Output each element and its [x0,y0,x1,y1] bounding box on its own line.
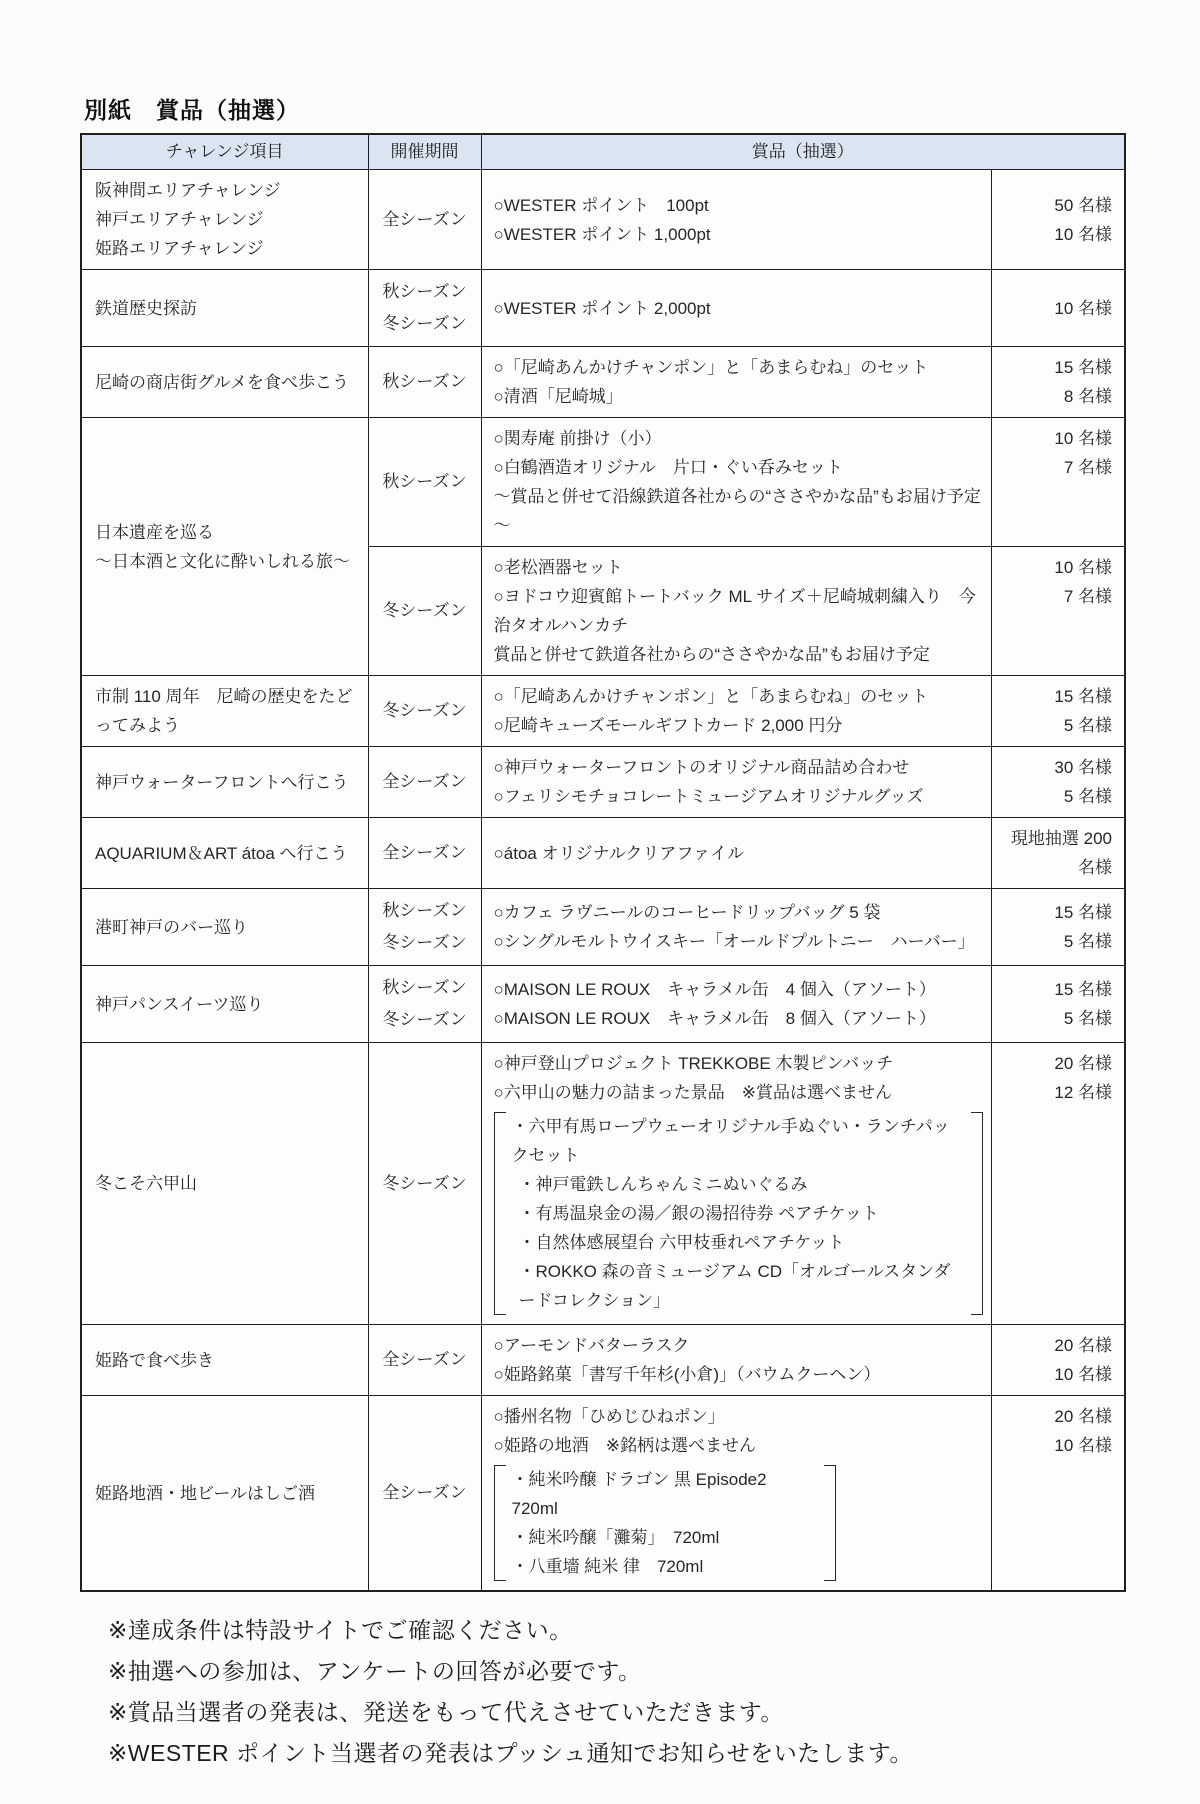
prize-note-line: ～賞品と併せて沿線鉄道各社からの“ささやかな品”もお届け予定～ [493,487,981,535]
sub-prize-item: ・純米吟醸 ドラゴン 黒 Episode2 720ml [511,1470,784,1518]
challenge-cell [81,270,368,347]
header-prize: 賞品（抽選） [481,134,1125,170]
winners-line: 20 名様 [1054,1407,1112,1426]
prize-table [80,133,1126,1592]
challenge-cell [81,966,368,1043]
prize-line: ○六甲山の魅力の詰まった景品 ※賞品は選べません [493,1083,893,1102]
winners-cell [991,818,1125,889]
period-line: 冬シーズン [382,701,467,720]
prize-cell [481,889,991,966]
page-title: 別紙 賞品（抽選） [84,97,300,123]
winners-cell [991,1043,1125,1325]
period-cell [368,818,481,889]
prize-cell [481,747,991,818]
note: ※賞品当選者の発表は、発送をもって代えさせていただきます。 [108,1699,784,1725]
challenge-line: 神戸エリアチャレンジ [95,210,264,229]
period-line: 秋シーズン [382,978,467,997]
challenge-line: 冬こそ六甲山 [95,1174,197,1193]
table-row [81,1396,1125,1592]
winners-line: 15 名様 [1054,980,1112,999]
period-line: 冬シーズン [382,1010,467,1029]
period-cell [368,1396,481,1592]
sub-prize-item: ・自然体感展望台 六甲枝垂れペアチケット [518,1233,845,1252]
prize-line: ○播州名物「ひめじひねポン」 [493,1407,725,1426]
winners-line: 10 名様 [1054,224,1112,244]
challenge-cell [81,747,368,818]
period-cell [368,1325,481,1396]
prize-line: ○WESTER ポイント 100pt [493,195,709,215]
prize-line: ○「尼崎あんかけチャンポン」と「あまらむね」のセット [493,687,929,706]
period-cell [368,547,481,676]
period-line: 秋シーズン [382,282,467,301]
prize-line: ○WESTER ポイント 1,000pt [493,224,711,244]
prize-cell [481,1325,991,1396]
table-row [81,1325,1125,1396]
prize-cell [481,170,991,270]
winners-line: 10 名様 [1054,298,1112,318]
winners-line: 5 名様 [1063,1009,1112,1028]
winners-cell [991,889,1125,966]
sub-prize-item: ・神戸電鉄しんちゃんミニぬいぐるみ [518,1175,808,1194]
table-row [81,818,1125,889]
prize-line: ○MAISON LE ROUX キャラメル缶 4 個入（アソート） [493,980,936,999]
prize-line: ○ヨドコウ迎賓館トートバック ML サイズ＋尼崎城刺繍入り 今治タオルハンカチ [493,587,976,635]
winners-cell [991,347,1125,418]
challenge-line: 姫路で食べ歩き [95,1350,214,1370]
period-line: 全シーズン [382,1483,467,1502]
prize-line: ○カフェ ラヴニールのコーヒードリップバッグ 5 袋 [493,903,881,922]
period-cell [368,966,481,1043]
challenge-line: 姫路エリアチャレンジ [95,239,264,258]
prize-cell [481,676,991,747]
winners-line: 8 名様 [1063,387,1112,406]
challenge-line: 港町神戸のバー巡り [95,917,248,937]
period-cell [368,676,481,747]
header-period: 開催期間 [368,134,481,170]
challenge-line: 神戸パンスイーツ巡り [95,994,264,1014]
winners-line: 5 名様 [1063,787,1112,806]
period-cell [368,1043,481,1325]
table-row [81,1043,1125,1325]
table-row [81,347,1125,418]
prize-cell [481,818,991,889]
prize-line: ○白鶴酒造オリジナル 片口・ぐい呑みセット [493,458,843,477]
table-row [81,889,1125,966]
period-line: 秋シーズン [382,472,467,491]
period-line: 冬シーズン [382,933,467,952]
prize-cell [481,270,991,347]
winners-cell [991,676,1125,747]
challenge-line: 姫路地酒・地ビールはしご酒 [95,1483,315,1503]
prize-line: ○尼崎キューズモールギフトカード 2,000 円分 [493,716,843,735]
table-row [81,170,1125,270]
period-line: 秋シーズン [382,372,467,391]
winners-cell [991,747,1125,818]
challenge-cell [81,170,368,270]
period-cell [368,170,481,270]
sub-prize-item: ・八重墻 純米 律 720ml [511,1557,704,1576]
period-line: 全シーズン [382,772,467,791]
winners-line: 10 名様 [1054,1436,1112,1455]
challenge-line: 日本遺産を巡る [95,522,214,542]
header-row [81,134,1125,170]
challenge-line: 阪神間エリアチャレンジ [95,181,281,200]
header-challenge: チャレンジ項目 [81,134,368,170]
challenge-cell [81,889,368,966]
challenge-cell [81,676,368,747]
prize-line: ○神戸ウォーターフロントのオリジナル商品詰め合わせ [493,758,910,777]
note: ※抽選への参加は、アンケートの回答が必要です。 [108,1658,642,1684]
sub-prize-list [494,1110,983,1317]
winners-cell [991,270,1125,347]
challenge-line: 市制 110 周年 尼崎の歴史をたどってみよう [95,687,353,735]
period-cell [368,747,481,818]
winners-line: 10 名様 [1054,429,1112,448]
period-line: 全シーズン [382,1350,467,1369]
challenge-line: 尼崎の商店街グルメを食べ歩こう [95,372,349,392]
challenge-cell [81,818,368,889]
winners-line: 10 名様 [1054,558,1112,577]
winners-cell [991,418,1125,547]
winners-line: 5 名様 [1063,932,1112,951]
prize-line: ○神戸登山プロジェクト TREKKOBE 木製ピンバッチ [493,1054,894,1073]
challenge-cell [81,1396,368,1592]
sub-prize-item: ・六甲有馬ロープウェーオリジナル手ぬぐい・ランチパックセット [511,1117,950,1165]
winners-line: 20 名様 [1054,1336,1112,1355]
winners-line: 15 名様 [1054,687,1112,706]
period-line: 秋シーズン [382,901,467,920]
winners-line: 12 名様 [1054,1083,1112,1102]
prize-line: ○姫路の地酒 ※銘柄は選べません [493,1436,757,1455]
winners-cell [991,966,1125,1043]
sub-prize-item: ・ROKKO 森の音ミュージアム CD「オルゴールスタンダードコレクション」 [518,1262,951,1310]
note: ※WESTER ポイント当選者の発表はプッシュ通知でお知らせをいたします。 [108,1740,913,1766]
prize-line: ○清酒「尼崎城」 [493,387,623,406]
winners-line: 15 名様 [1054,903,1112,922]
prize-line: ○老松酒器セット [493,558,623,577]
prize-cell [481,1396,991,1592]
table-row [81,966,1125,1043]
challenge-line: ～日本酒と文化に酔いしれる旅～ [95,551,350,571]
prize-line: ○関寿庵 前掛け（小） [493,429,662,448]
table-row [81,676,1125,747]
period-line: 冬シーズン [382,601,467,620]
prize-cell [481,347,991,418]
table-row [81,418,1125,547]
winners-line: 20 名様 [1054,1054,1112,1073]
prize-line: ○「尼崎あんかけチャンポン」と「あまらむね」のセット [493,358,929,377]
challenge-line: AQUARIUM＆ART átoa へ行こう [95,843,348,863]
sub-prize-item: ・有馬温泉金の湯／銀の湯招待券 ペアチケット [518,1204,879,1223]
prize-line: ○WESTER ポイント 2,000pt [493,298,711,318]
winners-line: 15 名様 [1054,358,1112,377]
winners-line: 30 名様 [1054,758,1112,777]
period-cell [368,889,481,966]
winners-line: 5 名様 [1063,716,1112,735]
table-row [81,747,1125,818]
period-line: 全シーズン [382,209,467,229]
challenge-cell [81,347,368,418]
challenge-cell [81,1043,368,1325]
prize-line: ○átoa オリジナルクリアファイル [493,843,745,863]
footnotes [108,1610,1124,1774]
winners-line: 現地抽選 200 名様 [1010,829,1112,877]
winners-line: 7 名様 [1063,458,1112,477]
note: ※達成条件は特設サイトでご確認ください。 [108,1617,573,1643]
period-cell [368,270,481,347]
period-line: 冬シーズン [382,314,467,333]
table-row [81,270,1125,347]
sub-prize-item: ・純米吟醸「灘菊」 720ml [511,1528,720,1547]
prize-cell [481,418,991,547]
winners-cell [991,1325,1125,1396]
challenge-cell [81,418,368,676]
period-cell [368,418,481,547]
prize-line: ○フェリシモチョコレートミュージアムオリジナルグッズ [493,787,924,806]
challenge-cell [81,1325,368,1396]
prize-line: ○MAISON LE ROUX キャラメル缶 8 個入（アソート） [493,1009,936,1028]
winners-cell [991,547,1125,676]
prize-cell [481,547,991,676]
period-line: 全シーズン [382,843,467,862]
prize-line: ○シングルモルトウイスキー「オールドプルトニー ハーバー」 [493,932,975,951]
sub-prize-list [494,1463,836,1583]
prize-line: ○姫路銘菓「書写千年杉(小倉)」（バウムクーヘン） [493,1365,881,1384]
period-line: 冬シーズン [382,1173,467,1193]
prize-cell [481,1043,991,1325]
challenge-line: 神戸ウォーターフロントへ行こう [95,772,349,792]
winners-line: 7 名様 [1063,587,1112,606]
winners-line: 50 名様 [1054,195,1112,215]
period-cell [368,347,481,418]
prize-line: ○アーモンドバターラスク [493,1336,690,1355]
winners-cell [991,1396,1125,1592]
challenge-line: 鉄道歴史探訪 [95,298,197,318]
winners-cell [991,170,1125,270]
prize-note-line: 賞品と併せて鉄道各社からの“ささやかな品”もお届け予定 [493,645,930,664]
winners-line: 10 名様 [1054,1365,1112,1384]
prize-cell [481,966,991,1043]
